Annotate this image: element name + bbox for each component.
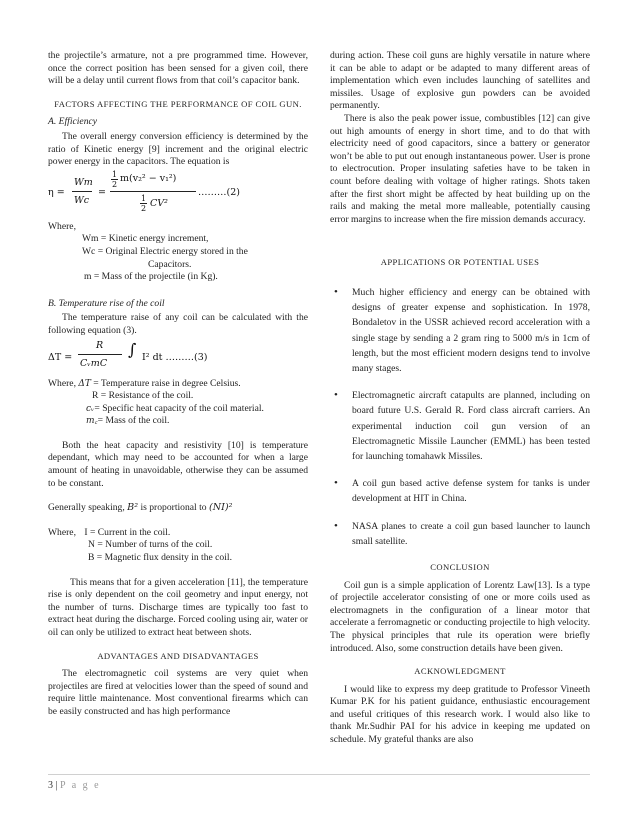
- definitions-efficiency: [48, 221, 308, 284]
- subheading-temperature: B. Temperature rise of the coil: [48, 297, 165, 309]
- generally-ni: (NI)²: [208, 502, 233, 514]
- def-wc: Wc = Original Electric energy stored in the: [82, 245, 248, 257]
- bullet-icon: •: [334, 519, 338, 532]
- paragraph-means: This means that for a given acceleration [11], the temperature rise is only dependent on the coil geometry and input energy, not the number of turns. Discharge times are typically too fast to extract heat during the discharge. Forced cooling using air, water or oil can only be utilized to extract heat between shots.: [48, 576, 308, 638]
- eq-half2: 1: [141, 193, 147, 203]
- sym-mc: m꜀: [86, 416, 98, 427]
- eq-eta: η =: [48, 186, 65, 198]
- paragraph-advantages: The electromagnetic coil systems are very quiet when projectiles are fired at velocities lower than the speed of sound and require little maintenance. Most conventional firearms which can be easily constructed and has high performance: [48, 668, 308, 717]
- footer-rule: [48, 774, 590, 775]
- section-heading-conclusion: CONCLUSION: [430, 561, 490, 572]
- list-item: • Electromagnetic aircraft catapults are planned, including on board future U.S. Gerald R. Ford class aircraft carriers. An experimental induction coil gun version of an Electromagnetic Missile Launcher (EMML) has been tested for launching tomahawk Missiles.: [334, 389, 590, 462]
- eq-delta-t: ΔT =: [48, 351, 73, 363]
- definitions-flux: [48, 527, 308, 565]
- list-item: • NASA planes to create a coil gun based launcher to launch small satellite.: [334, 519, 590, 547]
- list-item: • Much higher efficiency and energy can be obtained with designs of greater expense and sophistication. In 1978, Bondaletov in the USSR achieved record acceleration with a single stage by sending a 2 gram ring to 5000 m/s in 1cm of length, but the most efficient modern designs tend to involve many stages.: [334, 285, 590, 374]
- def-wm: Wm = Kinetic energy increment,: [82, 233, 209, 245]
- eq-tag-2: ………(2): [198, 186, 240, 198]
- section-heading-factors: FACTORS AFFECTING THE PERFORMANCE OF COIL GUN.: [54, 98, 302, 109]
- paragraph-heat-capacity: Both the heat capacity and resistivity [10] is temperature dependant, which may need to be accounted for when a large amount of heating in unavoidable, otherwise they can be assumed to be constant.: [48, 439, 308, 489]
- paragraph-peak-power: There is also the peak power issue, combustibles [12] can give out high amounts of energy in short time, and to do that with electricity need of good capacitors, since a battery or generator won’t be able to put out enough instantaneous power. User is prone to electrocution. Proper insulating safeties have to be taken in count before dealing with voltage of higher ratings. Shots taken after the first short might be affected by heat building up on the rails and making the metal more malleable, potentially causing error margins to increase when the fire mission demands accuracy.: [330, 112, 590, 225]
- def-mc: = Mass of the coil.: [97, 415, 170, 427]
- eq-kinetic: m(v₂² − v₁²): [120, 172, 177, 184]
- right-column: [330, 50, 590, 747]
- generally-text-c: is proportional to: [140, 502, 207, 514]
- generally-b2: B²: [127, 502, 139, 514]
- def-delta-t: = Temperature raise in degree Celsius.: [93, 377, 241, 389]
- page-word: P a g e: [60, 780, 101, 791]
- def-r: R = Resistance of the coil.: [92, 390, 194, 402]
- def-n: N = Number of turns of the coil.: [88, 539, 213, 551]
- left-column: [48, 50, 308, 719]
- bullet-icon: •: [334, 285, 338, 298]
- sym-cv: cᵥ: [86, 403, 95, 414]
- section-heading-applications: APPLICATIONS OR POTENTIAL USES: [380, 257, 540, 268]
- eq-wc: Wc: [74, 194, 90, 206]
- eq-half1: 1: [112, 169, 118, 179]
- equation-efficiency: [48, 169, 308, 221]
- bullet-icon: •: [334, 389, 338, 402]
- paragraph-generally: [48, 502, 308, 515]
- eq-equals: =: [98, 186, 106, 198]
- def-wc-cont: Capacitors.: [148, 258, 192, 270]
- applications-list: [330, 285, 590, 549]
- generally-text-a: Generally speaking,: [48, 502, 125, 514]
- paragraph-temperature: The temperature raise of any coil can be calculated with the following equation (3).: [48, 312, 308, 336]
- where-label-2: Where,: [48, 377, 76, 389]
- eq-integral: ∫: [128, 339, 137, 359]
- section-heading-acknowledgment: ACKNOWLEDGMENT: [414, 666, 506, 677]
- sym-delta-t: ΔT: [78, 378, 91, 389]
- paragraph-intro: the projectile’s armature, not a pre programmed time. However, once the correct position has been sensed for a given coil, there will be a delay until current flows from that coil’s capacitor bank.: [48, 50, 308, 87]
- eq-cvmc: CᵥmC: [80, 357, 108, 369]
- paragraph-acknowledgment: I would like to express my deep gratitude to Professor Vineeth Kumar P.K for his patient guidance, enthusiastic encouragement and useful critiques of this research work. I would also like to thank Mr.Sudhir PAI for his advice in keeping me updated on schedule. My grateful thanks are also: [330, 683, 590, 746]
- where-label-1: Where,: [48, 220, 76, 232]
- section-heading-advantages: ADVANTAGES AND DISADVANTAGES: [97, 650, 259, 661]
- def-cv: = Specific heat capacity of the coil material.: [94, 402, 264, 414]
- eq-half1-den: 2: [112, 179, 118, 189]
- page-number: 3 |: [48, 780, 58, 791]
- where-label-3: Where,: [48, 526, 76, 538]
- bullet-icon: •: [334, 477, 338, 490]
- eq-wm: Wm: [74, 176, 93, 188]
- list-item: • A coil gun based active defense system for tanks is under development at HIT in China.: [334, 477, 590, 505]
- def-b: B = Magnetic flux density in the coil.: [88, 552, 232, 564]
- eq-half2-den: 2: [141, 203, 147, 213]
- paragraph-action: during action. These coil guns are highly versatile in nature where it can be able to adapt or be adapted to many different areas of implementation which even includes launching of satellites and missiles. Usage of explosive gun powders can be avoided permanently.: [330, 50, 590, 112]
- page-footer: [48, 780, 101, 791]
- eq-r: R: [96, 339, 104, 351]
- paragraph-efficiency: The overall energy conversion efficiency is determined by the ratio of Kinetic energy [9] increment and the original electric power energy in the capacitors. The equation is: [48, 130, 308, 168]
- paragraph-conclusion: Coil gun is a simple application of Lorentz Law[13]. Is a type of projectile accelerator consisting of one or more coils used as electromagnets in the configuration of a linear motor that accelerate a ferromagnetic or conducting projectile to high velocity. The physical principles that rule its operation were briefly introduced. Also, some construction details have been given.: [330, 579, 590, 654]
- eq-integrand: I² dt ………(3): [142, 351, 208, 363]
- def-i: I = Current in the coil.: [84, 526, 171, 538]
- subheading-efficiency: A. Efficiency: [48, 116, 98, 128]
- equation-temperature: [48, 338, 308, 378]
- eq-cv2: CV²: [150, 197, 168, 209]
- definitions-temperature: [48, 378, 308, 428]
- def-m: m = Mass of the projectile (in Kg).: [84, 271, 218, 283]
